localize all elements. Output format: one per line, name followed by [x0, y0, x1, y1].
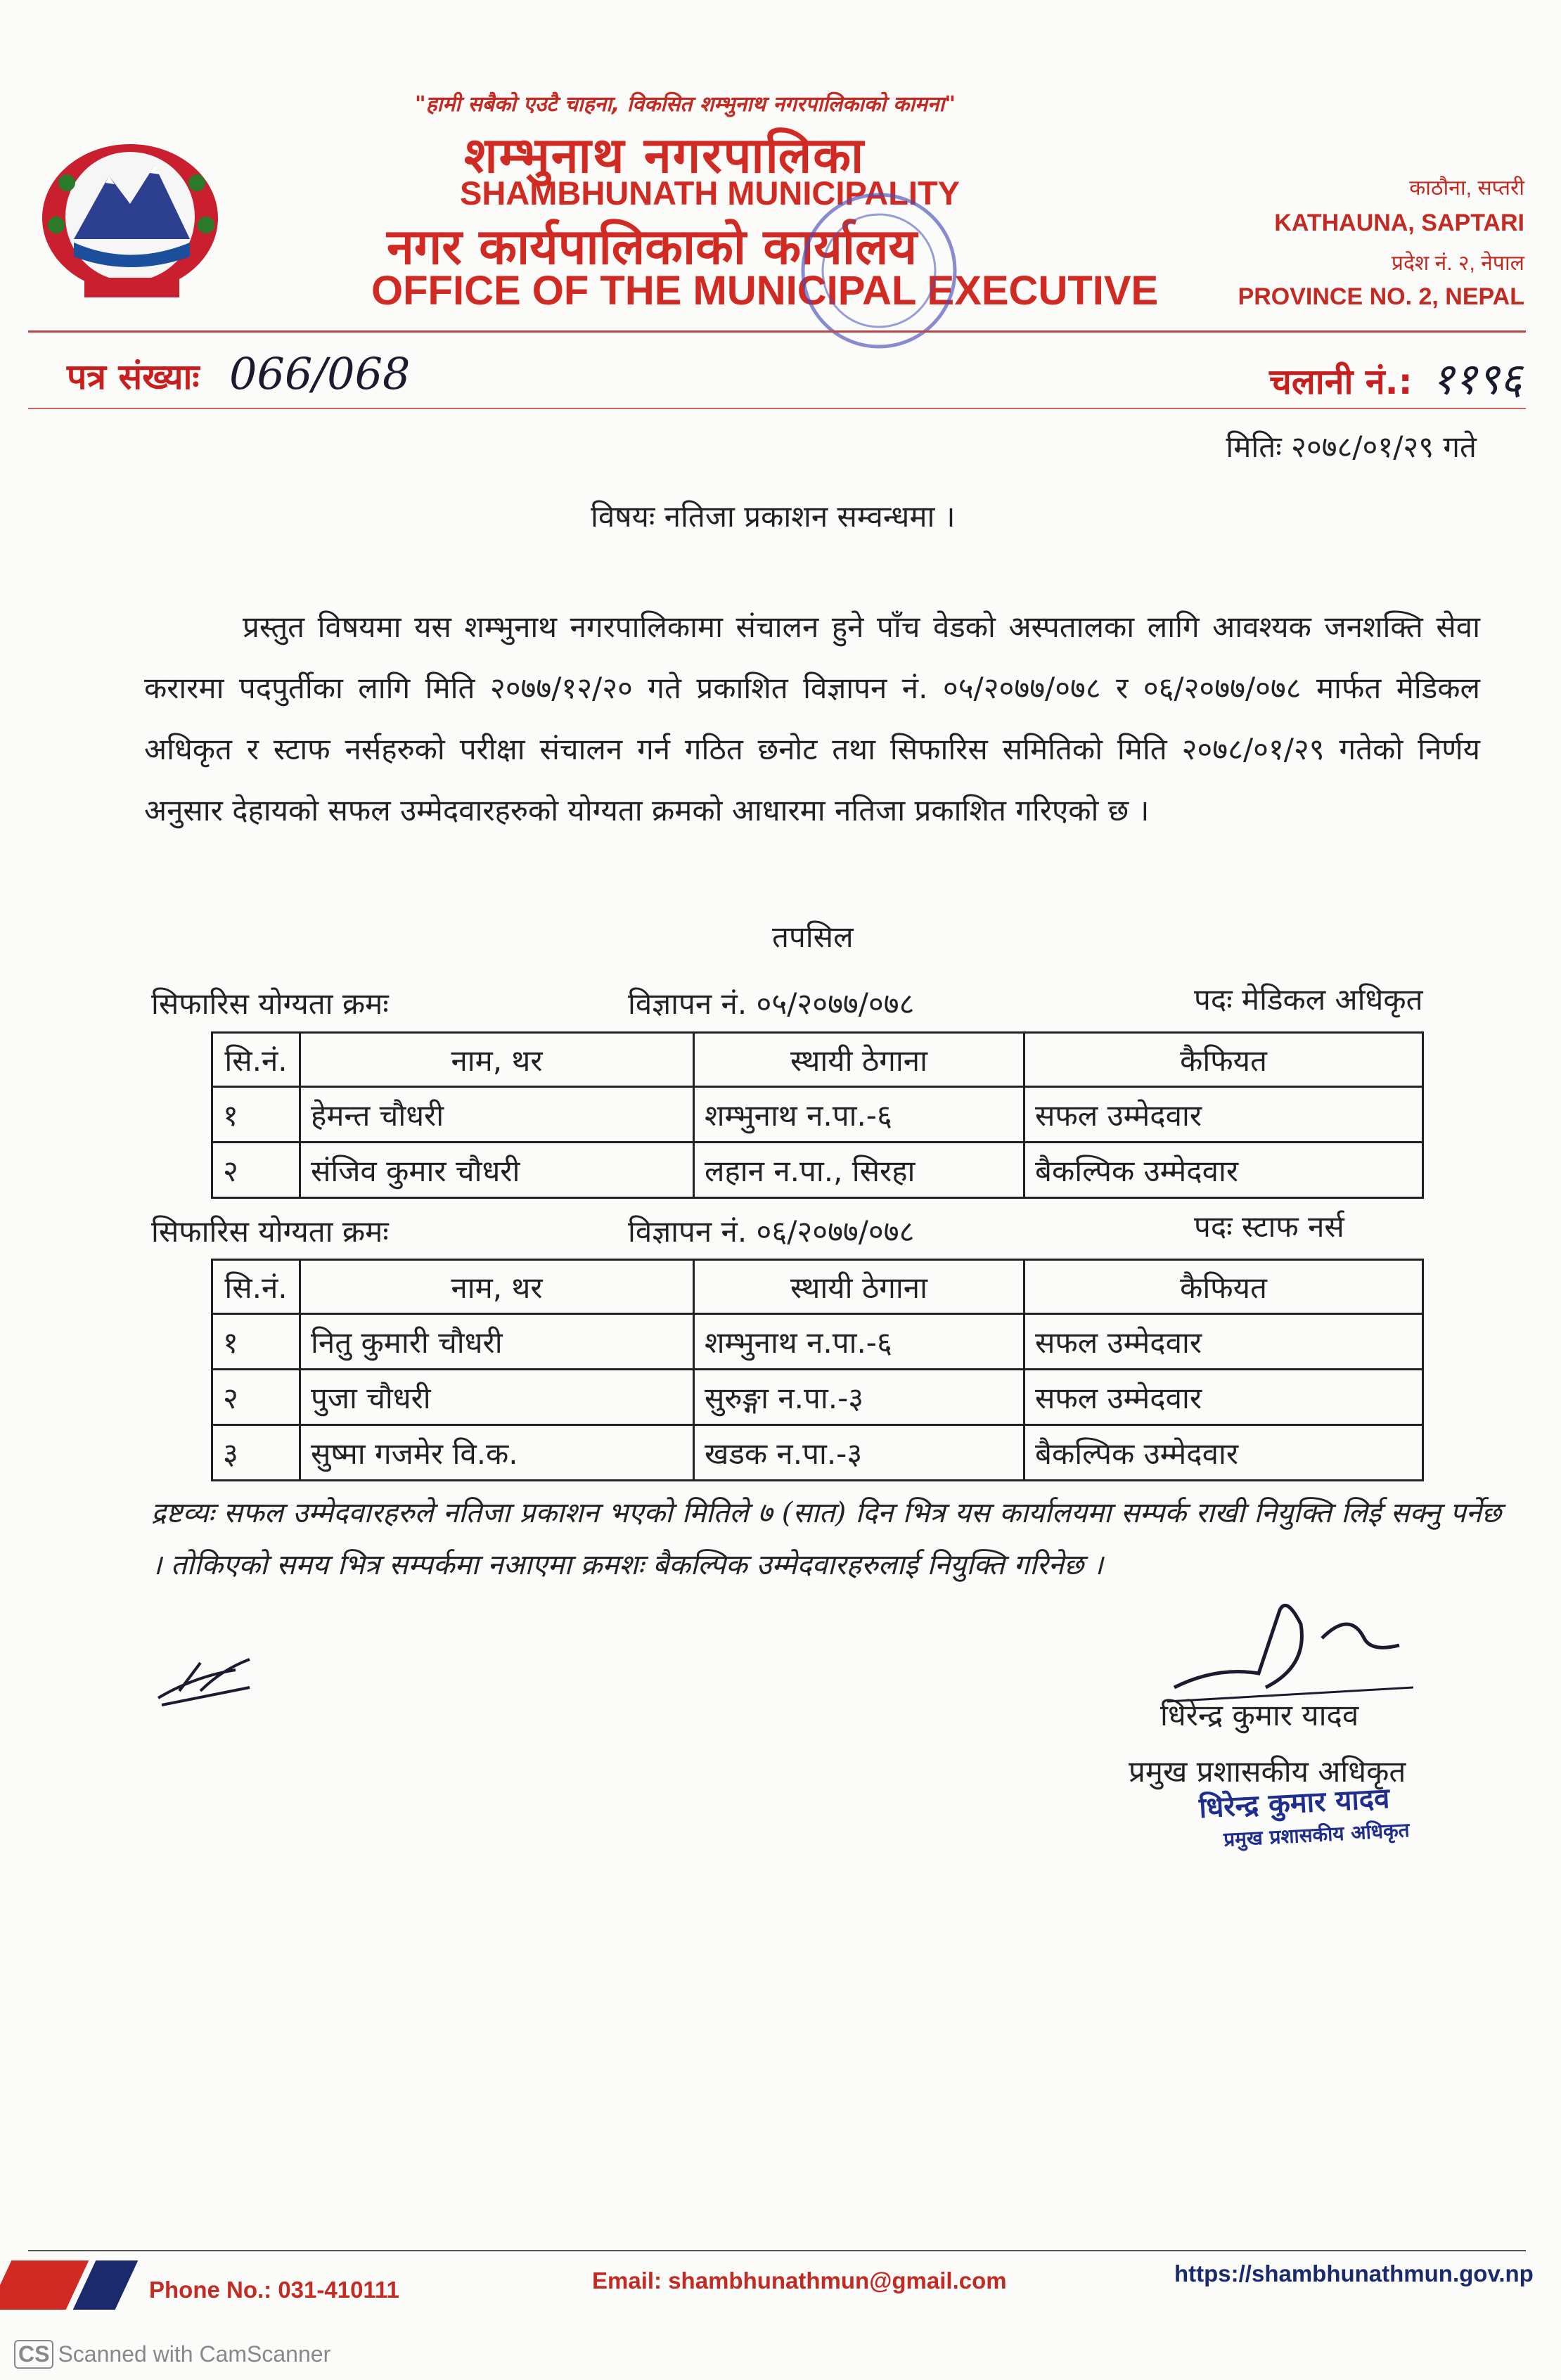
note-paragraph: द्रष्टव्यः सफल उम्मेदवारहरुले नतिजा प्रकाशन भएको मितिले ७ (सात) दिन भित्र यस कार्यालयमा सम्पर्क राखी नियुक्ति लिई सक्नु पर्नेछ । तोकिएको समय भित्र सम्पर्कमा नआएमा क्रमशः बैकल्पिक उम्मेदवारहरुलाई नियुक्ति गरिनेछ ।	[151, 1497, 1501, 1581]
table1-post: पदः मेडिकल अधिकृत	[1194, 982, 1423, 1017]
municipality-emblem	[25, 127, 236, 316]
table-header-row	[212, 1260, 1423, 1314]
municipality-name-en: SHAMBHUNATH MUNICIPALITY	[460, 174, 961, 212]
office-seal	[795, 186, 963, 355]
col-sn: सि.नं.	[212, 1260, 300, 1314]
table2-post: पदः स्टाफ नर्स	[1194, 1209, 1344, 1244]
cell-remark: सफल उम्मेदवार	[1024, 1087, 1423, 1143]
cell-remark: सफल उम्मेदवार	[1024, 1314, 1423, 1370]
cell-sn: ३	[212, 1425, 300, 1481]
table2-ad-no: विज्ञापन नं. ०६/२०७७/०७८	[628, 1214, 915, 1249]
table-header-row	[212, 1033, 1423, 1087]
initials-signature	[151, 1649, 264, 1715]
table2-rank-label: सिफारिस योग्यता क्रमः	[151, 1214, 389, 1249]
footer-phone: Phone No.: 031-410111	[149, 2277, 399, 2303]
patra-value: 066/068	[229, 348, 411, 399]
table1-rank-label: सिफारिस योग्यता क्रमः	[151, 986, 389, 1021]
cell-remark: बैकल्पिक उम्मेदवार	[1024, 1143, 1423, 1198]
chalani-number	[1269, 348, 1522, 407]
chalani-label: चलानी नं.:	[1269, 361, 1413, 402]
header-divider	[28, 330, 1526, 333]
table-row	[212, 1314, 1423, 1370]
cell-sn: १	[212, 1314, 300, 1370]
col-address: स्थायी ठेगाना	[694, 1033, 1024, 1087]
table-row	[212, 1087, 1423, 1143]
ref-divider	[28, 408, 1526, 409]
province-en: PROVINCE NO. 2, NEPAL	[1238, 283, 1524, 310]
chalani-value: ११९६	[1432, 353, 1522, 404]
body-paragraph: प्रस्तुत विषयमा यस शम्भुनाथ नगरपालिकामा संचालन हुने पाँच वेडको अस्पतालका लागि आवश्यक जनशक्ति सेवा करारमा पदपुर्तीका लागि मिति २०७७/१२/२० गते प्रकाशित विज्ञापन नं. ०५/२०७७/०७८ र ०६/२०७७/०७८ मार्फत मेडिकल अधिकृत र स्टाफ नर्सहरुको परीक्षा संचालन गर्न गठित छनोट तथा सिफारिस समितिको मिति २०७८/०१/२९ गतेको निर्णय अनुसार देहायको सफल उम्मेदवारहरुको योग्यता क्रमको आधारमा नतिजा प्रकाशित गरिएको छ ।	[144, 610, 1480, 828]
table-row	[212, 1143, 1423, 1198]
patra-label: पत्र संख्याः	[67, 356, 200, 397]
cell-address: शम्भुनाथ न.पा.-६	[694, 1314, 1024, 1370]
cell-remark: सफल उम्मेदवार	[1024, 1370, 1423, 1425]
camscanner-watermark	[14, 2340, 330, 2369]
col-name: नाम, थर	[300, 1033, 694, 1087]
stamp-title: प्रमुख प्रशासकीय अधिकृत	[1223, 1818, 1411, 1851]
camscanner-text: Scanned with CamScanner	[58, 2341, 331, 2367]
signatory-name: धिरेन्द्र कुमार यादव	[1160, 1698, 1359, 1732]
address-en: KATHAUNA, SAPTARI	[1274, 210, 1524, 236]
address-np: काठौना, सप्तरी	[1409, 176, 1524, 200]
signatory-title: प्रमुख प्रशासकीय अधिकृत	[1129, 1754, 1406, 1789]
cell-address: खडक न.पा.-३	[694, 1425, 1024, 1481]
table-staff-nurse	[211, 1259, 1424, 1481]
cell-sn: २	[212, 1143, 300, 1198]
cell-address: सुरुङ्गा न.पा.-३	[694, 1370, 1024, 1425]
letter-date: मितिः २०७८/०१/२९ गते	[1226, 430, 1477, 464]
footer-email: Email: shambhunathmun@gmail.com	[592, 2268, 1007, 2294]
province-np: प्रदेश नं. २, नेपाल	[1391, 252, 1524, 275]
cell-name: संजिव कुमार चौधरी	[300, 1143, 694, 1198]
slogan: "हामी सबैको एउटै चाहना, विकसित शम्भुनाथ नगरपालिकाको कामना"	[415, 92, 956, 117]
cell-name: सुष्मा गजमेर वि.क.	[300, 1425, 694, 1481]
office-name-np: नगर कार्यपालिकाको कार्यालय	[387, 218, 918, 276]
cell-address: लहान न.पा., सिरहा	[694, 1143, 1024, 1198]
table-row	[212, 1370, 1423, 1425]
patra-sankhya	[67, 348, 411, 399]
cell-sn: १	[212, 1087, 300, 1143]
cell-name: पुजा चौधरी	[300, 1370, 694, 1425]
tapsil-heading: तपसिल	[772, 920, 854, 954]
camscanner-icon: CS	[14, 2340, 53, 2369]
municipality-name-np: शम्भुनाथ नगरपालिका	[464, 127, 866, 184]
subject-line: विषयः नतिजा प्रकाशन सम्वन्धमा ।	[591, 499, 956, 534]
table-medical-officer	[211, 1031, 1424, 1199]
footer-divider	[28, 2250, 1526, 2251]
footer-website[interactable]: https://shambhunathmun.gov.np	[1174, 2260, 1534, 2286]
col-remark: कैफियत	[1024, 1260, 1423, 1314]
col-address: स्थायी ठेगाना	[694, 1260, 1024, 1314]
cell-remark: बैकल्पिक उम्मेदवार	[1024, 1425, 1423, 1481]
stamp-name: धिरेन्द्र कुमार यादव	[1198, 1782, 1391, 1825]
cell-sn: २	[212, 1370, 300, 1425]
table1-ad-no: विज्ञापन नं. ०५/२०७७/०७८	[628, 986, 915, 1021]
cell-name: नितु कुमारी चौधरी	[300, 1314, 694, 1370]
office-name-en: OFFICE OF THE MUNICIPAL EXECUTIVE	[371, 268, 1159, 314]
col-name: नाम, थर	[300, 1260, 694, 1314]
col-remark: कैफियत	[1024, 1033, 1423, 1087]
cell-name: हेमन्त चौधरी	[300, 1087, 694, 1143]
table-row	[212, 1425, 1423, 1481]
cell-address: शम्भुनाथ न.पा.-६	[694, 1087, 1024, 1143]
col-sn: सि.नं.	[212, 1033, 300, 1087]
